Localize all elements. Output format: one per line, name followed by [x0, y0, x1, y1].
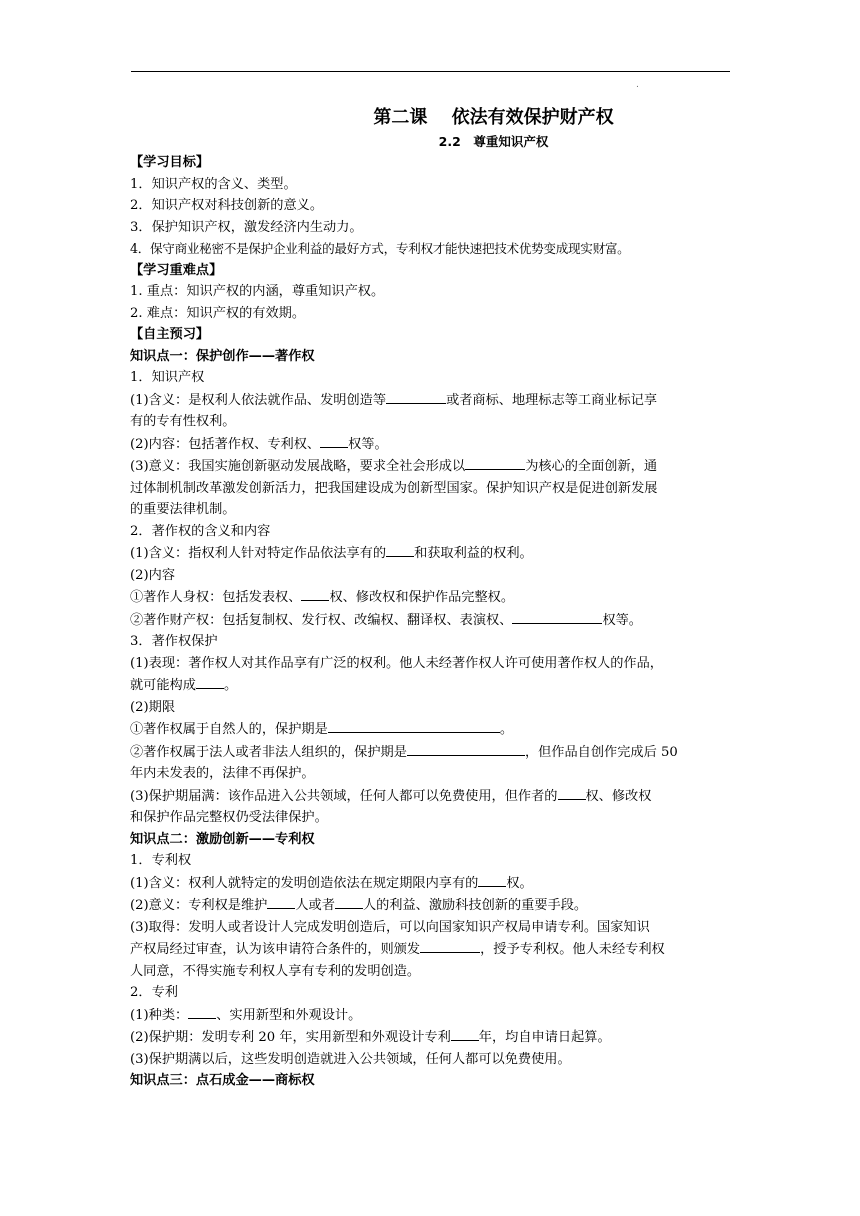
fill-blank: [478, 872, 506, 887]
paragraph-line: (1)含义：指权利人针对特定作品依法享有的 和获取利益的权利。: [130, 542, 732, 565]
paragraph-line: (3)保护期届满：该作品进入公共领域，任何人都可以免费使用，但作者的 权、修改权: [130, 785, 732, 808]
goal-item: 4．保守商业秘密不是保护企业利益的最好方式，专利权才能快速把技术优势变成现实财富。: [130, 241, 630, 256]
fill-blank: [301, 586, 329, 601]
preview-heading: 【自主预习】: [130, 327, 210, 342]
goal-item: 3．保护知识产权，激发经济内生动力。: [130, 219, 363, 235]
paragraph-line: (2)期限: [130, 699, 176, 715]
goals-heading: 【学习目标】: [130, 155, 210, 170]
paragraph-line: 就可能构成 。: [130, 674, 732, 697]
paragraph-line: 有的专有性权利。: [130, 414, 236, 429]
fill-blank: [335, 894, 363, 909]
fill-blank: [465, 455, 525, 470]
fill-blank: [407, 741, 525, 756]
subsection-heading: 1．知识产权: [130, 370, 205, 385]
paragraph-line: (3)取得：发明人或者设计人完成发明创造后，可以向国家知识产权局申请专利。国家知识: [130, 919, 650, 935]
paragraph-line: (1)含义：权利人就特定的发明创造依法在规定期限内享有的 权。: [130, 872, 732, 895]
fill-blank: [512, 609, 602, 624]
fill-blank: [196, 674, 224, 689]
paragraph-line: ②著作权属于法人或者非法人组织的，保护期是 ，但作品自创作完成后 50: [130, 741, 732, 764]
paragraph-line: ②著作财产权：包括复制权、发行权、改编权、翻译权、表演权、 权等。: [130, 609, 732, 632]
fill-blank: [267, 894, 295, 909]
paragraph-line: (1)含义：是权利人依法就作品、发明创造等 或者商标、地理标志等工商业标记享: [130, 389, 732, 412]
paragraph-line: (2)内容：包括著作权、专利权、 权等。: [130, 433, 732, 456]
knowledge-point-2-heading: 知识点二：激励创新——专利权: [130, 831, 315, 847]
paragraph-line: (2)保护期：发明专利 20 年，实用新型和外观设计专利 年，均自申请日起算。: [130, 1026, 732, 1049]
paragraph-line: ①著作人身权：包括发表权、 权、修改权和保护作品完整权。: [130, 586, 732, 609]
subsection-heading: 2．专利: [130, 985, 178, 1000]
keypoint-item: 1. 重点：知识产权的内涵，尊重知识产权。: [130, 284, 385, 299]
header-dot: .: [636, 80, 639, 90]
paragraph-line: 产权局经过审查，认为该申请符合条件的，则颁发 ，授予专利权。他人未经专利权: [130, 938, 732, 961]
fill-blank: [420, 938, 480, 953]
paragraph-line: 和保护作品完整权仍受法律保护。: [130, 810, 328, 825]
paragraph-line: ①著作权属于自然人的，保护期是 。: [130, 718, 732, 741]
section-subtitle: 2.2 尊重知识产权: [438, 134, 549, 149]
fill-blank: [328, 718, 500, 733]
knowledge-point-3-heading: 知识点三：点石成金——商标权: [130, 1073, 315, 1088]
keypoints-heading: 【学习重难点】: [130, 262, 223, 278]
paragraph-line: (3)保护期满以后，这些发明创造就进入公共领域，任何人都可以免费使用。: [130, 1051, 571, 1067]
paragraph-line: 年内未发表的，法律不再保护。: [130, 766, 315, 781]
paragraph-line: (1)种类： 、实用新型和外观设计。: [130, 1004, 732, 1027]
fill-blank: [320, 433, 348, 448]
subsection-heading: 3．著作权保护: [130, 634, 218, 649]
keypoint-item: 2. 难点：知识产权的有效期。: [130, 305, 306, 321]
knowledge-point-1-heading: 知识点一：保护创作——著作权: [130, 348, 315, 364]
paragraph-line: (2)内容: [130, 567, 176, 583]
goal-item: 2．知识产权对科技创新的意义。: [130, 198, 324, 213]
fill-blank: [386, 542, 414, 557]
goal-item: 1．知识产权的含义、类型。: [130, 176, 297, 192]
paragraph-line: 过体制机制改革激发创新活力，把我国建设成为创新型国家。保护知识产权是促进创新发展: [130, 480, 658, 496]
paragraph-line: (2)意义：专利权是维护 人或者 人的利益、激励科技创新的重要手段。: [130, 894, 732, 917]
paragraph-line: 人同意，不得实施专利权人享有专利的发明创造。: [130, 963, 421, 979]
subsection-heading: 1．专利权: [130, 853, 192, 868]
fill-blank: [386, 389, 446, 404]
paragraph-line: 的重要法律机制。: [130, 502, 236, 517]
document-body: [130, 104, 732, 1092]
fill-blank: [558, 785, 586, 800]
header-rule: [131, 71, 730, 72]
subsection-heading: 2．著作权的含义和内容: [130, 523, 271, 539]
paragraph-line: (3)意义：我国实施创新驱动发展战略，要求全社会形成以 为核心的全面创新，通: [130, 455, 732, 478]
fill-blank: [188, 1004, 216, 1019]
lesson-title: 第二课 依法有效保护财产权: [373, 107, 614, 128]
paragraph-line: (1)表现：著作权人对其作品享有广泛的权利。他人未经著作权人许可使用著作权人的作品，: [130, 655, 663, 671]
fill-blank: [451, 1026, 479, 1041]
